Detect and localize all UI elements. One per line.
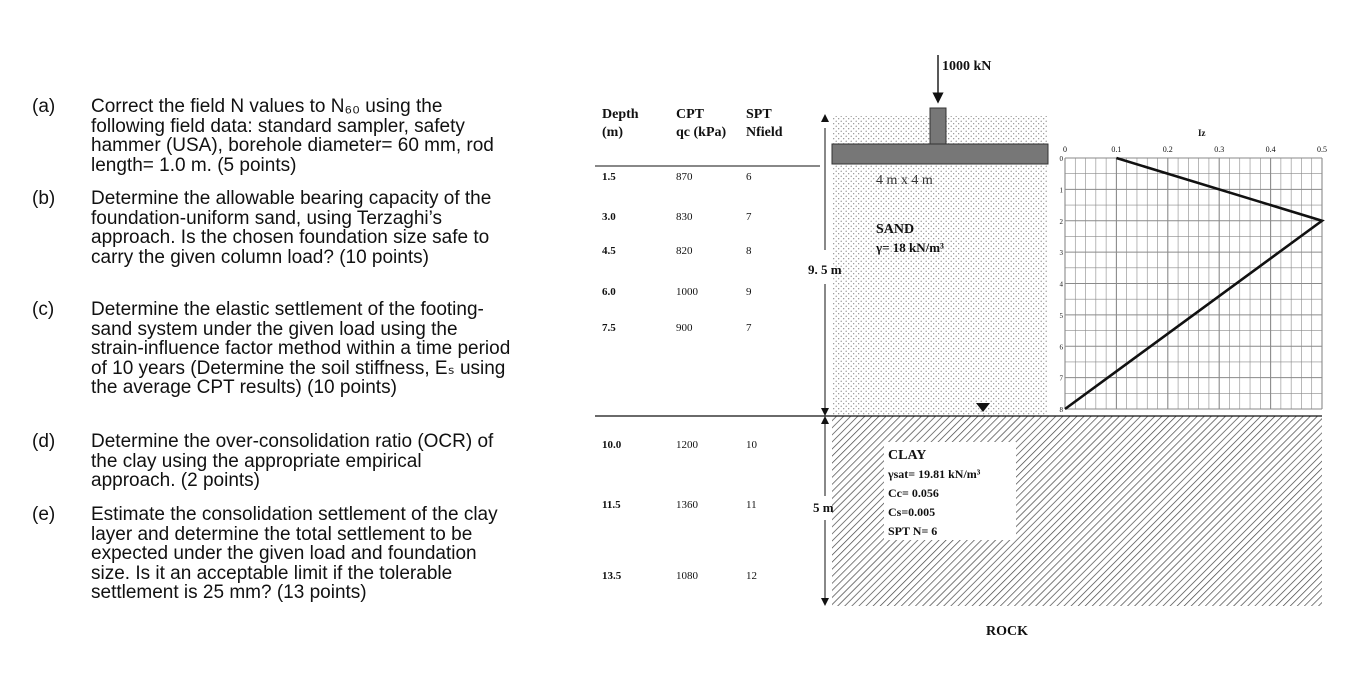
question-label: (a): [32, 96, 56, 117]
clay-swell-index: Cs=0.005: [888, 505, 936, 519]
question-text: Determine the allowable bearing capacity of the foundation-uniform sand, using Terzaghi’s approach. Is the chosen foundation size safe to carry the given column load? (10 points): [91, 188, 492, 268]
iz-x-tick: 0.1: [1111, 145, 1122, 154]
sand-label: SAND: [876, 222, 915, 237]
table-row: [602, 570, 757, 582]
question-text: Estimate the consolidation settlement of the clay layer and determine the total settlement to be expected under the given load and foundation size. Is it an acceptable limit if the tolerable settlement is 25 mm? (13 points): [91, 504, 498, 603]
spt-cell: 11: [746, 499, 757, 511]
question-label: (e): [32, 504, 56, 525]
depth-cell: 6.0: [602, 286, 616, 298]
cpt-header: CPT: [676, 107, 704, 122]
spt-cell: 10: [746, 439, 757, 451]
spt-unit: Nfield: [746, 125, 783, 140]
clay-spt: SPT N= 6: [888, 524, 938, 538]
table-row: [602, 211, 752, 223]
iz-y-tick: 0: [1059, 155, 1063, 163]
footing: [832, 144, 1048, 164]
depth-cell: 13.5: [602, 570, 622, 582]
footing-size-label: 4 m x 4 m: [876, 173, 933, 188]
question-label: (b): [32, 188, 56, 209]
soil-profile-diagram: [580, 50, 1340, 650]
clay-unit-weight: γsat= 19.81 kN/m³: [888, 467, 981, 481]
spt-cell: 9: [746, 286, 752, 298]
table-row: [602, 171, 752, 183]
iz-y-tick: 5: [1059, 311, 1063, 320]
soil-test-table: [595, 107, 820, 582]
question-text: Determine the elastic settlement of the footing-sand system under the given load using the strain-influence factor method within a time period of 10 years (Determine the soil stiffness, Eₛ using the average CPT results) (10 points): [91, 299, 511, 398]
iz-y-tick: 6: [1059, 343, 1063, 352]
cpt-cell: 1360: [676, 499, 698, 511]
iz-y-tick: 7: [1059, 374, 1063, 383]
depth-header: Depth: [602, 107, 639, 122]
sand-unit-weight: γ= 18 kN/m³: [876, 240, 944, 255]
load-label: 1000 kN: [942, 59, 992, 74]
question-text: Determine the over-consolidation ratio (OCR) of the clay using the appropriate empirical approach. (2 points): [91, 431, 494, 491]
cpt-unit: qc (kPa): [676, 125, 727, 140]
clay-label: CLAY: [888, 448, 927, 463]
clay-compression-index: Cc= 0.056: [888, 486, 939, 500]
table-row: [602, 286, 752, 298]
cpt-cell: 820: [676, 245, 693, 257]
spt-cell: 12: [746, 570, 757, 582]
depth-cell: 11.5: [602, 499, 621, 511]
strain-influence-chart: [1060, 128, 1328, 414]
depth-cell: 3.0: [602, 211, 616, 223]
iz-y-tick: 4: [1059, 280, 1063, 289]
question-label: (c): [32, 299, 55, 320]
iz-y-tick: 1: [1059, 186, 1063, 195]
clay-depth-arrow-down: [821, 598, 829, 606]
cpt-cell: 830: [676, 211, 693, 223]
sand-depth-arrow-up: [821, 114, 829, 122]
depth-cell: 7.5: [602, 322, 616, 334]
depth-unit: (m): [602, 125, 623, 140]
spt-cell: 8: [746, 245, 752, 257]
table-row: [602, 439, 758, 451]
table-row: [602, 322, 752, 334]
column: [930, 108, 946, 144]
table-row: [602, 499, 757, 511]
question-label: (d): [32, 431, 56, 452]
question-text: Correct the field N values to N₆₀ using the following field data: standard sampler, safety hammer (USA), borehole diameter= 60 mm, rod length= 1.0 m. (5 points): [91, 96, 494, 176]
iz-y-tick: 8: [1059, 406, 1063, 414]
clay-depth-label: 5 m: [813, 500, 834, 515]
cpt-cell: 1200: [676, 439, 698, 451]
iz-chart-title: Iz: [1198, 128, 1206, 138]
clay-depth-arrow-up: [821, 416, 829, 424]
table-row: [602, 245, 752, 257]
spt-cell: 6: [746, 171, 752, 183]
spt-cell: 7: [746, 211, 752, 223]
iz-x-tick: 0.4: [1265, 145, 1276, 154]
iz-y-tick: 3: [1059, 249, 1063, 258]
iz-x-tick: 0: [1063, 145, 1067, 154]
cpt-cell: 1080: [676, 570, 698, 582]
rock-label: ROCK: [986, 624, 1028, 639]
spt-header: SPT: [746, 107, 772, 122]
depth-cell: 4.5: [602, 245, 616, 257]
depth-cell: 10.0: [602, 439, 622, 451]
depth-cell: 1.5: [602, 171, 616, 183]
sand-depth-label: 9. 5 m: [808, 262, 842, 277]
iz-x-tick: 0.2: [1162, 145, 1173, 154]
iz-x-tick: 0.5: [1317, 145, 1327, 154]
cpt-cell: 1000: [676, 286, 698, 298]
question-list: [0, 0, 560, 675]
iz-y-tick: 2: [1059, 217, 1063, 226]
cpt-cell: 900: [676, 322, 693, 334]
cpt-cell: 870: [676, 171, 693, 183]
spt-cell: 7: [746, 322, 752, 334]
iz-x-tick: 0.3: [1214, 145, 1225, 154]
sand-depth-arrow-down: [821, 408, 829, 416]
